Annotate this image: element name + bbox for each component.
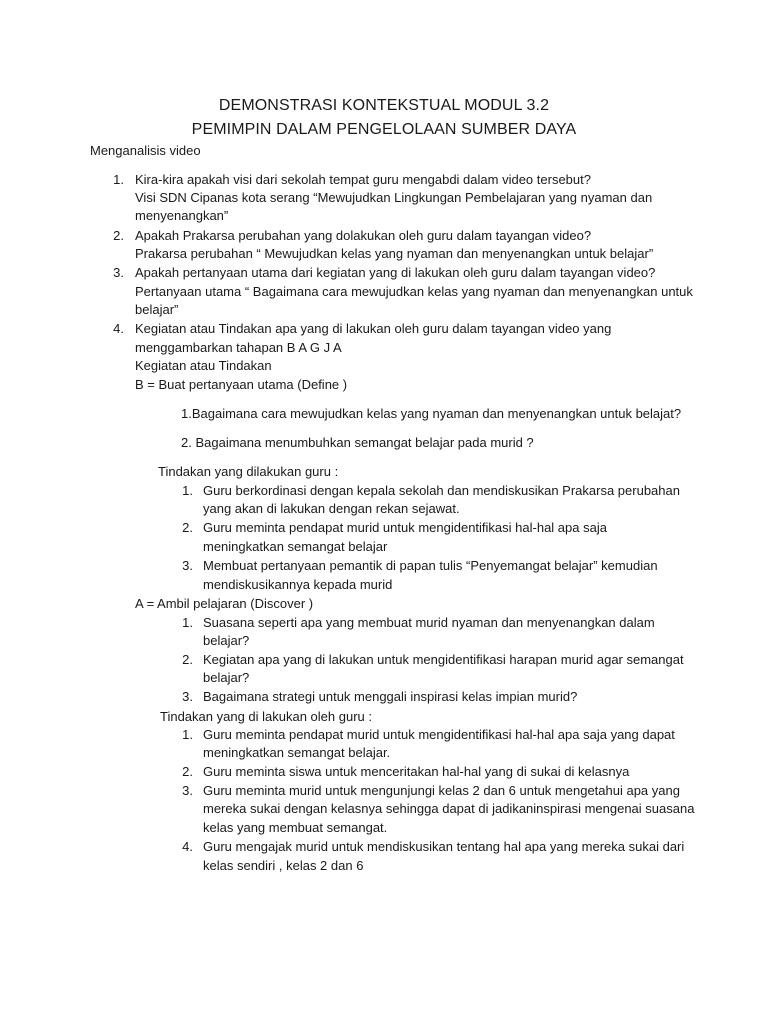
intro-text: Menganalisis video	[90, 143, 201, 158]
a-action-1-number: 1.	[182, 727, 193, 742]
a-action-3-line-1: Guru meminta murid untuk mengunjungi kelas 2 dan 6 untuk mengetahui apa yang	[203, 783, 680, 798]
q1-line-1: Kira-kira apakah visi dari sekolah tempat guru mengabdi dalam video tersebut?	[135, 172, 591, 187]
a-action-3-line-3: kelas yang membuat semangat.	[203, 820, 388, 835]
b-action-1-line-1: Guru berkordinasi dengan kepala sekolah dan mendiskusikan Prakarsa perubahan	[203, 483, 680, 498]
q3-line-1: Apakah pertanyaan utama dari kegiatan yang di lakukan oleh guru dalam tayangan video?	[135, 265, 656, 280]
b-question-1: 1.Bagaimana cara mewujudkan kelas yang nyaman dan menyenangkan untuk belajat?	[181, 406, 682, 421]
a-action-4-number: 4.	[182, 839, 193, 854]
q4-line-3: Kegiatan atau Tindakan	[135, 358, 272, 373]
a-question-2-number: 2.	[182, 652, 193, 667]
b-action-2-line-1: Guru meminta pendapat murid untuk mengidentifikasi hal-hal apa saja	[203, 520, 607, 535]
b-action-3-line-2: mendiskusikannya kepada murid	[203, 577, 393, 592]
a-action-1-line-1: Guru meminta pendapat murid untuk mengidentifikasi hal-hal apa saja yang dapat	[203, 727, 675, 742]
q2-number: 2.	[113, 228, 124, 243]
q3-line-3: belajar”	[135, 302, 179, 317]
b-action-2-number: 2.	[182, 520, 193, 535]
a-action-2-line-1: Guru meminta siswa untuk menceritakan hal-hal yang di sukai di kelasnya	[203, 764, 630, 779]
b-action-1-line-2: yang akan di lakukan dengan rekan sejawat.	[203, 501, 460, 516]
a-question-3-number: 3.	[182, 689, 193, 704]
a-action-3-line-2: mereka sukai dengan kelasnya sehingga dapat di jadikaninspirasi mengenai suasana	[203, 801, 695, 816]
a-action-2-number: 2.	[182, 764, 193, 779]
q4-number: 4.	[113, 321, 124, 336]
b-action-3-line-1: Membuat pertanyaan pemantik di papan tulis “Penyemangat belajar” kemudian	[203, 558, 658, 573]
document-title-line-1: DEMONSTRASI KONTEKSTUAL MODUL 3.2	[218, 97, 550, 114]
q2-line-2: Prakarsa perubahan “ Mewujudkan kelas yang nyaman dan menyenangkan untuk belajar”	[135, 246, 654, 261]
b-action-3-number: 3.	[182, 558, 193, 573]
q4-line-1: Kegiatan atau Tindakan apa yang di lakukan oleh guru dalam tayangan video yang	[135, 321, 612, 336]
b-action-2-line-2: meningkatkan semangat belajar	[203, 539, 388, 554]
a-question-1-line-2: belajar?	[203, 633, 250, 648]
a-actions-heading: Tindakan yang di lakukan oleh guru :	[160, 709, 372, 724]
a-action-1-line-2: meningkatkan semangat belajar.	[203, 745, 391, 760]
a-action-4-line-1: Guru mengajak murid untuk mendiskusikan tentang hal apa yang mereka sukai dari	[203, 839, 685, 854]
a-section-heading: A = Ambil pelajaran (Discover )	[135, 596, 314, 611]
a-action-4-line-2: kelas sendiri , kelas 2 dan 6	[203, 858, 364, 873]
q1-line-2: Visi SDN Cipanas kota serang “Mewujudkan Lingkungan Pembelajaran yang nyaman dan	[135, 190, 653, 205]
a-action-3-number: 3.	[182, 783, 193, 798]
b-question-2: 2. Bagaimana menumbuhkan semangat belajar pada murid ?	[181, 435, 534, 450]
q1-line-3: menyenangkan”	[135, 208, 229, 223]
q3-line-2: Pertanyaan utama “ Bagaimana cara mewujudkan kelas yang nyaman dan menyenangkan untuk	[135, 284, 693, 299]
q3-number: 3.	[113, 265, 124, 280]
q4-line-2: menggambarkan tahapan B A G J A	[135, 340, 342, 355]
a-question-1-number: 1.	[182, 615, 193, 630]
a-question-2-line-1: Kegiatan apa yang di lakukan untuk mengidentifikasi harapan murid agar semangat	[203, 652, 684, 667]
q2-line-1: Apakah Prakarsa perubahan yang dolakukan oleh guru dalam tayangan video?	[135, 228, 592, 243]
q1-number: 1.	[113, 172, 124, 187]
b-actions-heading: Tindakan yang dilakukan guru :	[158, 464, 339, 479]
a-question-1-line-1: Suasana seperti apa yang membuat murid nyaman dan menyenangkan dalam	[203, 615, 655, 630]
b-action-1-number: 1.	[182, 483, 193, 498]
document-title-line-2: PEMIMPIN DALAM PENGELOLAAN SUMBER DAYA	[191, 121, 577, 138]
a-question-2-line-2: belajar?	[203, 670, 250, 685]
q4-line-4: B = Buat pertanyaan utama (Define )	[135, 377, 348, 392]
a-question-3-line-1: Bagaimana strategi untuk menggali inspirasi kelas impian murid?	[203, 689, 578, 704]
